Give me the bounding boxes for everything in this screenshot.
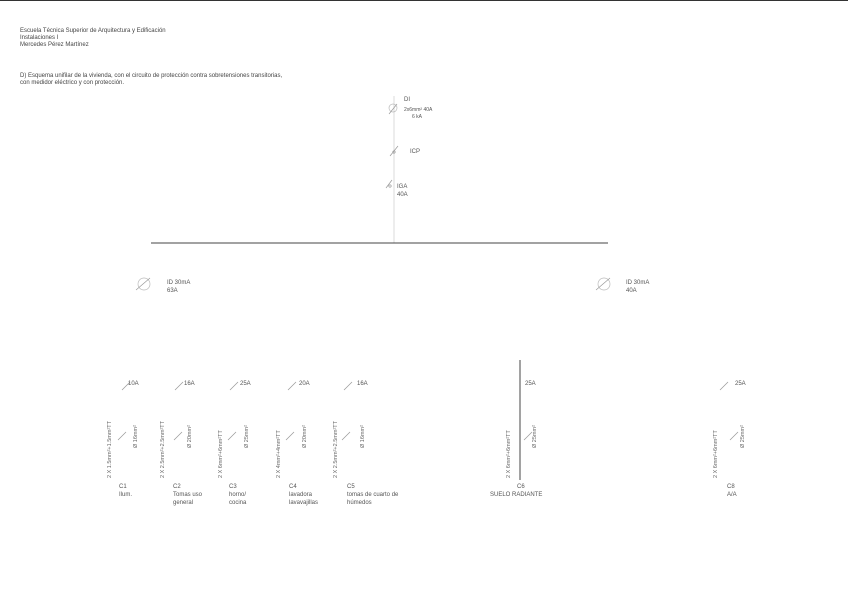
circuit-c1-section: Ø 16mm² [133,425,139,448]
circuit-c2-id: C2 [173,484,181,490]
circuit-c8-breaker: 25A [735,381,746,387]
differential-left-label: ID 30mA [167,280,191,286]
circuit-c3-cable: 2 X 6mm²+6mm²TT [218,430,224,478]
icp-label: ICP [410,149,421,155]
circuit-c4-cable: 2 X 4mm²+4mm²TT [276,430,282,478]
dg-spec: 2x6mm² 40A [404,107,433,113]
differential-right-label: ID 30mA [626,280,650,286]
circuit-c2-section: Ø 20mm² [187,425,193,448]
circuit-c5-id: C5 [347,484,355,490]
circuit-c4-id: C4 [289,484,297,490]
circuit-c3-breaker: 25A [240,381,251,387]
circuit-c2-name-2: general [173,500,194,506]
circuit-c2-breaker: 16A [184,381,195,387]
circuit-c6-name: SUELO RADIANTE [490,492,543,498]
question-text-line1: D) Esquema unifilar de la vivienda, con el circuito de protección contra sobretensiones transitorias, [20,73,283,79]
course-name: Instalaciones I [20,35,59,41]
circuit-c5-cable: 2 X 2.5mm²+2.5mm²TT [333,421,339,478]
circuit-c4-section: Ø 20mm² [302,425,308,448]
circuit-c8-cable: 2 X 6mm²+6mm²TT [713,430,719,478]
differential-right-rating: 40A [626,288,637,294]
circuit-c1-breaker: 10A [128,381,139,387]
dg-spec-2: 6 kA [412,114,423,120]
circuit-c2-name: Tomas uso [173,492,203,498]
circuit-c3-section: Ø 25mm² [244,425,250,448]
circuit-c8-section: Ø 25mm² [740,425,746,448]
circuit-c4-name-2: lavavajillas [289,500,319,506]
circuit-c5-breaker: 16A [357,381,368,387]
circuit-c1-cable: 2 X 1.5mm²+1.5mm²TT [107,421,113,478]
circuit-c8-name: A/A [727,492,737,498]
circuit-c1-name: Ilum. [119,492,133,498]
circuit-c6-section: Ø 25mm² [532,425,538,448]
circuit-c3-name-2: cocina [229,500,247,506]
circuit-c2-cable: 2 X 2.5mm²+2.5mm²TT [160,421,166,478]
circuit-c5-section: Ø 16mm² [360,425,366,448]
school-name: Escuela Técnica Superior de Arquitectura y Edificación [20,28,166,34]
question-text-line2: con medidor eléctrico y con protección. [20,80,125,86]
dg-label: DI [404,97,410,103]
circuit-c5-name: tomas de cuarto de [347,492,399,498]
circuit-c6-cable: 2 X 6mm²+6mm²TT [506,430,512,478]
iga-label: IGA [397,184,408,190]
circuit-c4-name: lavadora [289,492,313,498]
iga-rating: 40A [397,192,408,198]
author-name: Mercedes Pérez Martínez [20,42,89,48]
circuit-c3-id: C3 [229,484,237,490]
circuit-c5-name-2: húmedos [347,500,372,506]
circuit-c1-id: C1 [119,484,127,490]
circuit-c6-breaker: 25A [525,381,536,387]
circuit-c4-breaker: 20A [299,381,310,387]
circuit-c6-id: C6 [517,484,525,490]
differential-left-rating: 63A [167,288,178,294]
circuit-c8-id: C8 [727,484,735,490]
circuit-c3-name: horno/ [229,492,247,498]
